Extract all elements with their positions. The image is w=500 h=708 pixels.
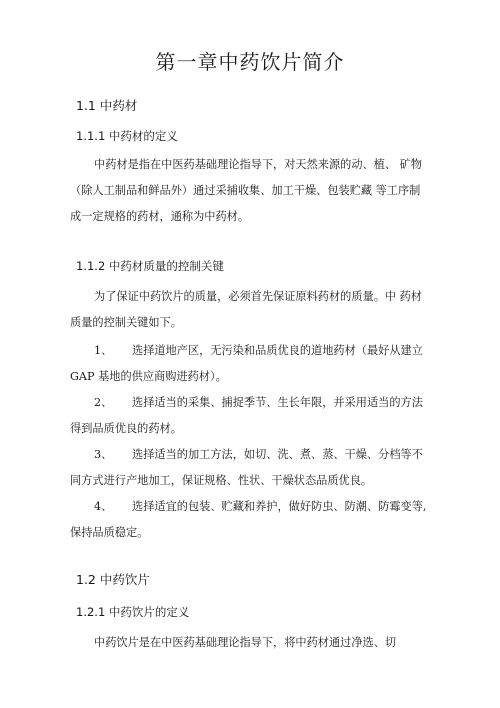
paragraph-herb-definition: 中药材是指在中医药基础理论指导下，对天然来源的动、植、 矿物（除人工制品和鲜品外）通过采捕收集、加工干燥、包装贮藏 等工序制成一定规格的药材，通称为中药材。 xyxy=(70,158,422,223)
list-item-text: 选择适当的采集、捕捉季节、生长年限，并采用适当的方法 得到品质优良的药材。 xyxy=(70,396,423,435)
list-item-text: 选择适宜的包装、贮藏和养护，做好防虫、防潮、防霉变等, 保持品质稳定。 xyxy=(70,500,427,539)
subsection-heading-1-1-2: 1.1.2 中药材质量的控制关键 xyxy=(76,259,224,273)
subsection-heading-1-1-1: 1.1.1 中药材的定义 xyxy=(76,129,178,143)
list-item-4 xyxy=(70,494,430,546)
list-item-text: 选择道地产区，无污染和品质优良的道地药材（最好从建立 GAP 基地的供应商购进药材）。 xyxy=(70,344,423,383)
list-item-number: 4、 xyxy=(94,500,113,513)
paragraph-decoction-definition: 中药饮片是在中医药基础理论指导下，将中药材通过净选、切 xyxy=(94,636,397,649)
section-heading-1-2: 1.2 中药饮片 xyxy=(76,572,150,587)
paragraph-quality-intro: 为了保证中药饮片的质量，必须首先保证原料药材的质量。中 药材质量的控制关键如下。 xyxy=(70,290,422,329)
list-item-1 xyxy=(70,338,430,390)
list-item-text: 选择适当的加工方法，如切、洗、煮、蒸、干燥、分档等不 同方式进行产地加工，保证规格、性状、干燥状态品质优良。 xyxy=(70,448,423,487)
list-item-number: 3、 xyxy=(94,448,113,461)
subsection-heading-1-2-1: 1.2.1 中药饮片的定义 xyxy=(76,605,190,619)
list-item-number: 1、 xyxy=(94,344,113,357)
list-item-2 xyxy=(70,390,430,442)
chapter-title: 第一章中药饮片简介 xyxy=(155,50,345,74)
list-item-3 xyxy=(70,442,430,494)
list-item-number: 2、 xyxy=(94,396,113,409)
section-heading-1-1: 1.1 中药材 xyxy=(76,98,138,113)
